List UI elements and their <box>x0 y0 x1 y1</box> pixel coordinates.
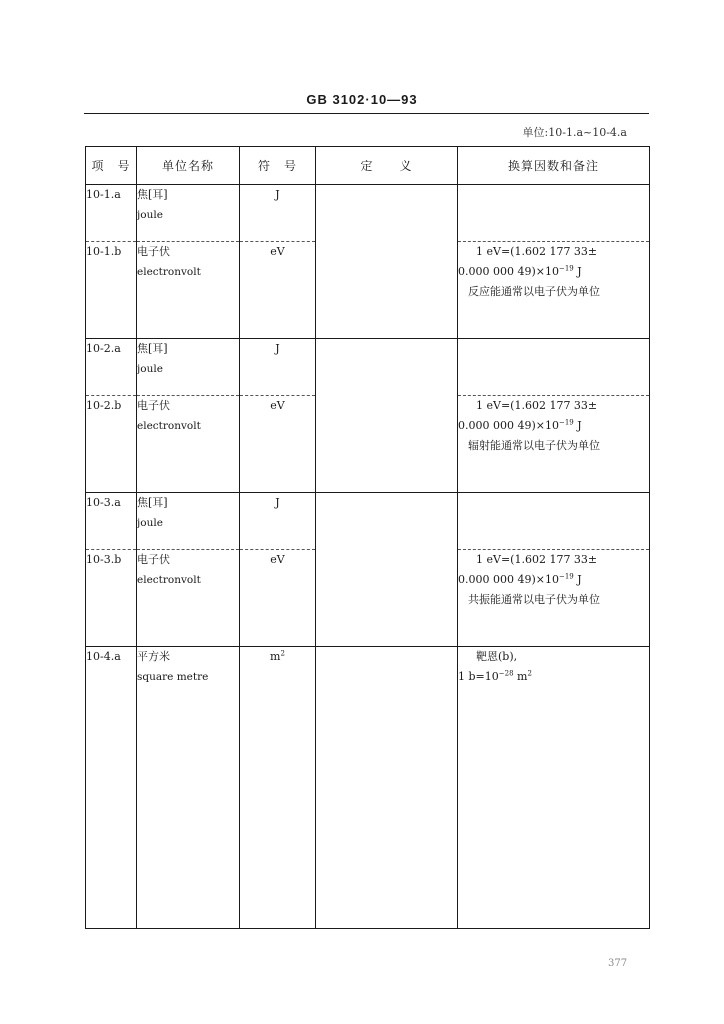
unit-symbol: eV <box>240 550 316 647</box>
unit-name-en: joule <box>137 209 163 221</box>
unit-symbol: J <box>240 185 316 242</box>
remarks-cell <box>458 647 650 929</box>
remark-line: 共振能通常以电子伏为单位 <box>468 593 600 606</box>
unit-symbol: J <box>240 493 316 550</box>
unit-name <box>137 339 240 396</box>
unit-name <box>137 647 240 929</box>
document-header: GB 3102·10—93 <box>306 92 418 107</box>
item-number: 10-1.a <box>86 185 137 242</box>
page-number: 377 <box>608 958 628 969</box>
remarks-cell <box>458 550 650 647</box>
table-header-row <box>86 147 650 185</box>
item-number: 10-3.a <box>86 493 137 550</box>
unit-name-zh: 焦[耳] <box>137 342 168 355</box>
unit-name <box>137 550 240 647</box>
unit-name <box>137 242 240 339</box>
item-number: 10-2.b <box>86 396 137 493</box>
table-row <box>86 550 650 647</box>
definition-cell <box>316 242 458 339</box>
item-number: 10-4.a <box>86 647 137 929</box>
unit-name-en: electronvolt <box>137 574 201 586</box>
unit-name <box>137 185 240 242</box>
header-rule <box>84 113 649 114</box>
item-number: 10-2.a <box>86 339 137 396</box>
column-header-unit-name: 单位名称 <box>137 147 240 185</box>
unit-name-en: joule <box>137 363 163 375</box>
unit-name-zh: 焦[耳] <box>137 188 168 201</box>
definition-cell <box>316 493 458 550</box>
remarks-cell <box>458 339 650 396</box>
unit-name-zh: 电子伏 <box>137 399 170 412</box>
table-row <box>86 396 650 493</box>
remark-line: 靶恩(b), <box>476 650 518 663</box>
table-row <box>86 647 650 929</box>
table-row <box>86 493 650 550</box>
unit-name-zh: 平方米 <box>137 650 170 663</box>
column-header-item: 项 号 <box>86 147 137 185</box>
remarks-cell <box>458 185 650 242</box>
definition-cell <box>316 396 458 493</box>
unit-symbol: eV <box>240 242 316 339</box>
unit-symbol: eV <box>240 396 316 493</box>
remark-line: 1 eV=(1.602 177 33± <box>476 553 598 566</box>
item-number: 10-3.b <box>86 550 137 647</box>
unit-symbol: J <box>240 339 316 396</box>
item-number: 10-1.b <box>86 242 137 339</box>
unit-name-zh: 电子伏 <box>137 245 170 258</box>
definition-cell <box>316 647 458 929</box>
remark-line: 反应能通常以电子伏为单位 <box>468 285 600 298</box>
remark-line: 1 eV=(1.602 177 33± <box>476 399 598 412</box>
remark-line: 1 $b=10^{-28}$ $m^2$ <box>458 669 532 683</box>
definition-cell <box>316 185 458 242</box>
remark-line: 0.000 000 $49)\times 10^{-19}$ J <box>458 418 582 432</box>
definition-cell <box>316 550 458 647</box>
remarks-cell <box>458 242 650 339</box>
unit-note: 单位:10-1.a~10-4.a <box>522 126 627 139</box>
remark-line: 辐射能通常以电子伏为单位 <box>468 439 600 452</box>
column-header-definition: 定 义 <box>316 147 458 185</box>
remarks-cell <box>458 396 650 493</box>
unit-name-zh: 电子伏 <box>137 553 170 566</box>
column-header-remarks: 换算因数和备注 <box>458 147 650 185</box>
unit-name-en: joule <box>137 517 163 529</box>
table-row <box>86 242 650 339</box>
remarks-cell <box>458 493 650 550</box>
table-row <box>86 185 650 242</box>
remark-line: 1 eV=(1.602 177 33± <box>476 245 598 258</box>
remark-line: 0.000 000 $49)\times 10^{-19}$ J <box>458 264 582 278</box>
table-row <box>86 339 650 396</box>
unit-name-en: square metre <box>137 671 209 683</box>
unit-name-en: electronvolt <box>137 266 201 278</box>
remark-line: 0.000 000 $49)\times 10^{-19}$ J <box>458 572 582 586</box>
unit-name <box>137 396 240 493</box>
unit-symbol: $m^2$ <box>240 647 316 929</box>
unit-name-en: electronvolt <box>137 420 201 432</box>
unit-name-zh: 焦[耳] <box>137 496 168 509</box>
unit-name <box>137 493 240 550</box>
definition-cell <box>316 339 458 396</box>
units-table <box>85 146 650 929</box>
column-header-symbol: 符 号 <box>240 147 316 185</box>
